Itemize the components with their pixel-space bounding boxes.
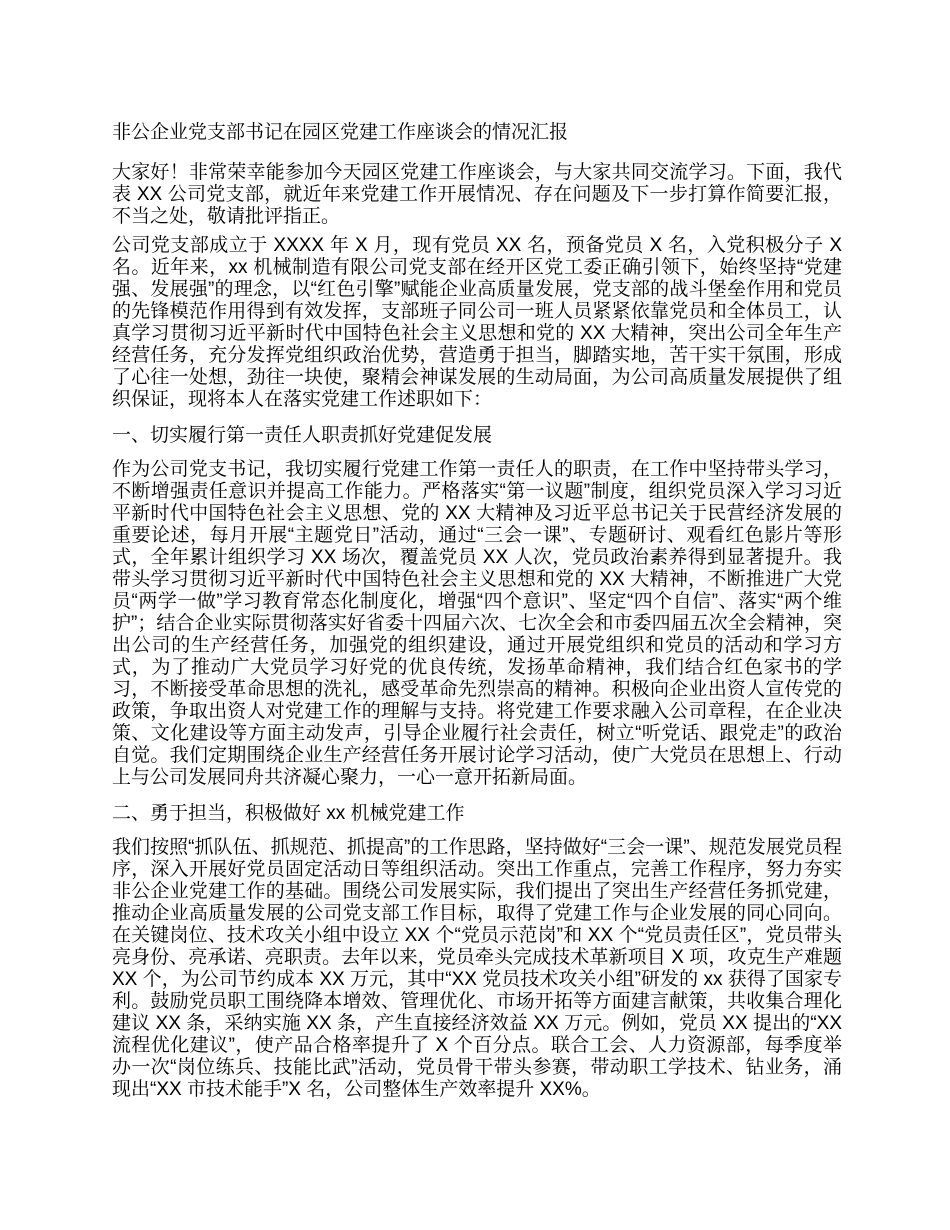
document-body [112, 162, 842, 1101]
paragraph: 大家好！非常荣幸能参加今天园区党建工作座谈会，与大家共同交流学习。下面，我代表 XX 公司党支部，就近年来党建工作开展情况、存在问题及下一步打算作简要汇报，不当之处，敬请批评指正。 [112, 162, 842, 227]
document-title: 非公企业党支部书记在园区党建工作座谈会的情况汇报 [112, 122, 569, 143]
paragraph: 作为公司党支书记，我切实履行党建工作第一责任人的职责，在工作中坚持带头学习，不断增强责任意识并提高工作能力。严格落实“第一议题”制度，组织党员深入学习习近平新时代中国特色社会主义思想、党的 XX 大精神及习近平总书记关于民营经济发展的重要论述，每月开展“主题党日”活动，通过“三会一课”、专题研讨、观看红色影片等形式，全年累计组织学习 XX 场次，覆盖党员 XX 人次，党员政治素养得到显著提升。我带头学习贯彻习近平新时代中国特色社会主义思想和党的 XX 大精神，不断推进广大党员“两学一做”学习教育常态化制度化，增强“四个意识”、坚定“四个自信”、落实“两个维护”；结合企业实际贯彻落实好省委十四届六次、七次全会和市委四届五次全会精神，突出公司的生产经营任务，加强党的组织建设，通过开展党组织和党员的活动和学习方式，为了推动广大党员学习好党的优良传统，发扬革命精神，我们结合红色家书的学习，不断接受革命思想的洗礼，感受革命先烈崇高的精神。积极向企业出资人宣传党的政策，争取出资人对党建工作的理解与支持。将党建工作要求融入公司章程，在企业决策、文化建设等方面主动发声，引导企业履行社会责任，树立“听党话、跟党走”的政治自觉。我们定期围绕企业生产经营任务开展讨论学习活动，使广大党员在思想上、行动上与公司发展同舟共济凝心聚力，一心一意开拓新局面。 [112, 459, 842, 788]
section-heading: 二、勇于担当，积极做好 xx 机械党建工作 [112, 803, 465, 824]
section-heading: 一、切实履行第一责任人职责抓好党建促发展 [112, 425, 493, 446]
paragraph: 我们按照“抓队伍、抓规范、抓提高”的工作思路，坚持做好“三会一课”、规范发展党员程序，深入开展好党员固定活动日等组织活动。突出工作重点，完善工作程序，努力夯实非公企业党建工作的基础。围绕公司发展实际，我们提出了突出生产经营任务抓党建，推动企业高质量发展的公司党支部工作目标，取得了党建工作与企业发展的同心同向。在关键岗位、技术攻关小组中设立 XX 个“党员示范岗”和 XX 个“党员责任区”，党员带头亮身份、亮承诺、亮职责。去年以来，党员牵头完成技术革新项目 X 项，攻克生产难题 XX 个，为公司节约成本 XX 万元，其中“XX 党员技术攻关小组”研发的 xx 获得了国家专利。鼓励党员职工围绕降本增效、管理优化、市场开拓等方面建言献策，共收集合理化建议 XX 条，采纳实施 XX 条，产生直接经济效益 XX 万元。例如，党员 XX 提出的“XX 流程优化建议”，使产品合格率提升了 X 个百分点。联合工会、人力资源部，每季度举办一次“岗位练兵、技能比武”活动，党员骨干带头参赛，带动职工学技术、钻业务，涌现出“XX 市技术能手”X 名，公司整体生产效率提升 XX%。 [112, 837, 842, 1100]
paragraph: 公司党支部成立于 XXXX 年 X 月，现有党员 XX 名，预备党员 X 名，入党积极分子 X 名。近年来，xx 机械制造有限公司党支部在经开区党工委正确引领下，始终坚持“党建强、发展强”的理念，以“红色引擎”赋能企业高质量发展，党支部的战斗堡垒作用和党员的先锋模范作用得到有效发挥，支部班子同公司一班人员紧紧依靠党员和全体员工，认真学习贯彻习近平新时代中国特色社会主义思想和党的 XX 大精神，突出公司全年生产经营任务，充分发挥党组织政治优势，营造勇于担当，脚踏实地，苦干实干氛围，形成了心往一处想，劲往一块使，聚精会神谋发展的生动局面，为公司高质量发展提供了组织保证，现将本人在落实党建工作述职如下： [112, 235, 842, 410]
